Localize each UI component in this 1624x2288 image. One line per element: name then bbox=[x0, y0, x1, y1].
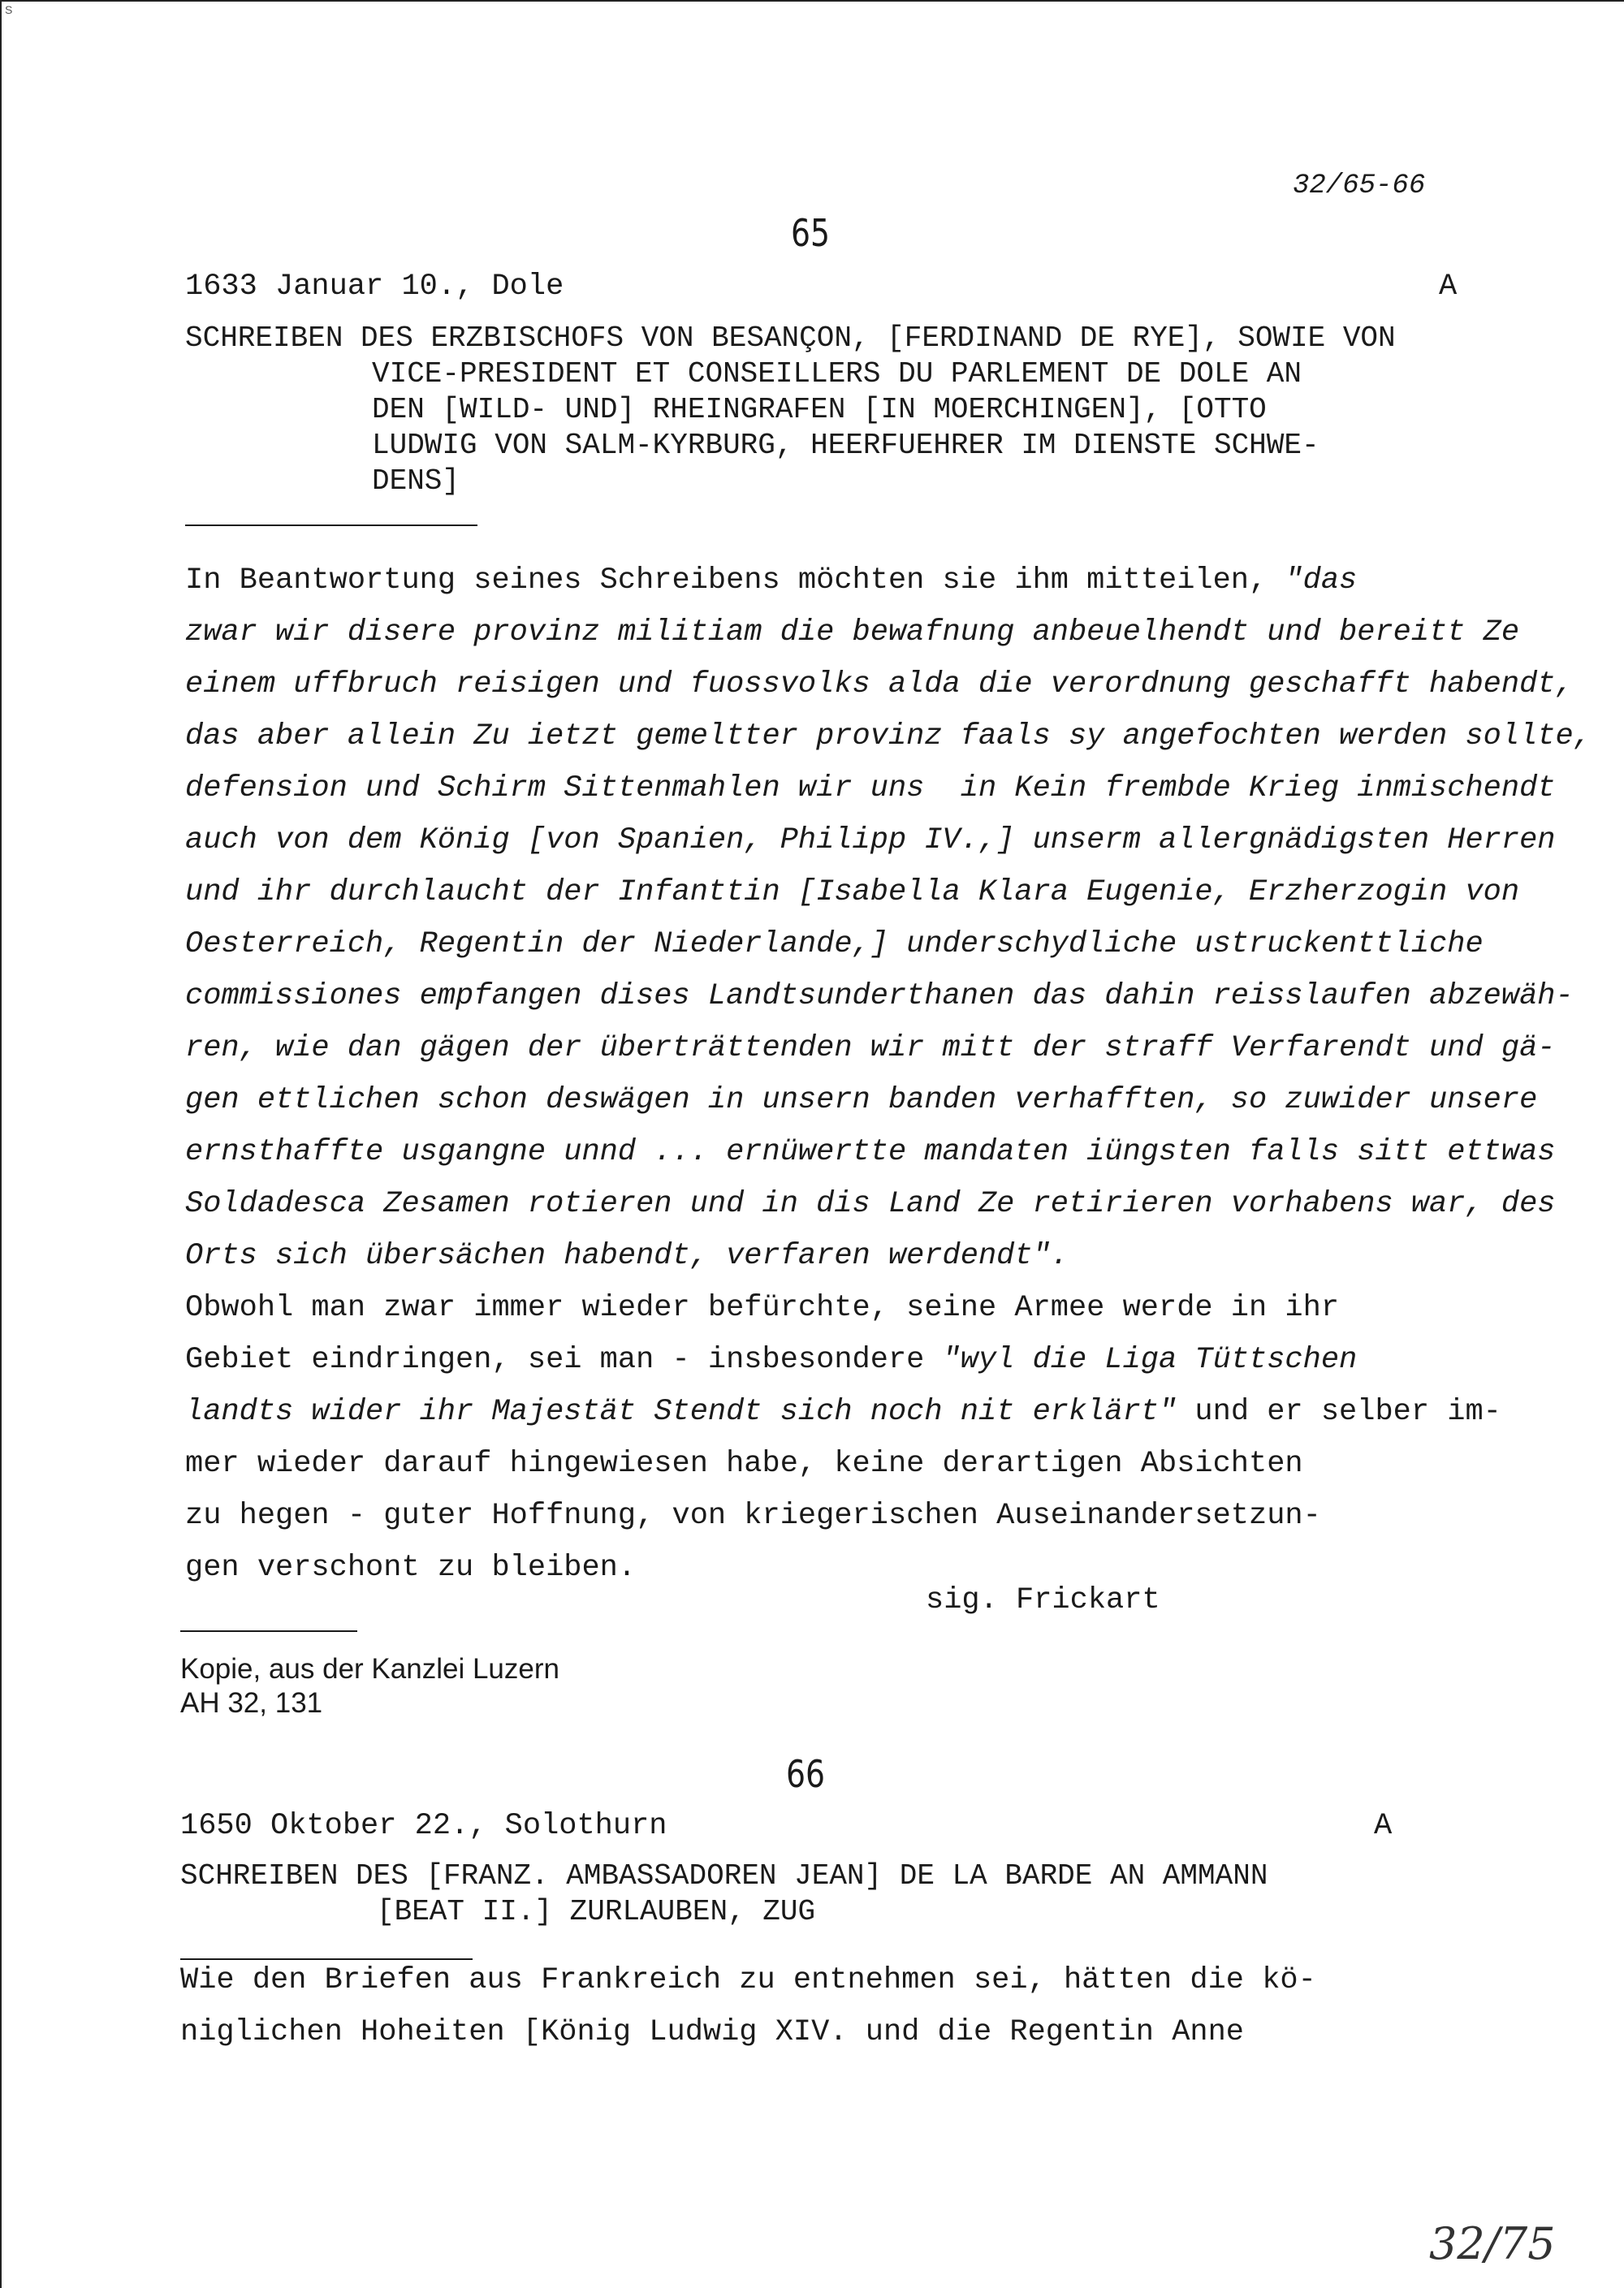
doc66-date-line: 1650 Oktober 22., Solothurn bbox=[180, 1809, 667, 1843]
body-text: In Beantwortung seines Schreibens möchten sie ihm mitteilen, bbox=[185, 563, 1285, 598]
doc66-type-mark: A bbox=[1374, 1809, 1393, 1843]
doc65-heading-line: SCHREIBEN DES ERZBISCHOFS VON BESANÇON, [FERDINAND DE RYE], SOWIE VON bbox=[185, 322, 1396, 355]
quote-text: "wyl die Liga Tüttschen bbox=[942, 1343, 1358, 1377]
doc65-heading-line: DENS] bbox=[372, 464, 460, 498]
quote-line: Oesterreich, Regentin der Niederlande,] underschydliche ustruckenttliche bbox=[185, 927, 1484, 961]
page-reference: 32/65-66 bbox=[1293, 171, 1426, 201]
body-text: Gebiet eindringen, sei man - insbesondere bbox=[185, 1343, 943, 1377]
corner-mark: S bbox=[5, 3, 13, 16]
quote-line: und ihr durchlaucht der Infanttin [Isabella Klara Eugenie, Erzherzogin von bbox=[185, 875, 1520, 909]
body-line bbox=[185, 1343, 1357, 1377]
quote-line: gen ettlichen schon deswägen in unsern banden verhafften, so zuwider unsere bbox=[185, 1083, 1538, 1117]
body-line: Obwohl man zwar immer wieder befürchte, seine Armee werde in ihr bbox=[185, 1291, 1340, 1325]
body-line bbox=[185, 563, 1357, 598]
document-number-65: 65 bbox=[791, 211, 831, 255]
doc66-heading-line: [BEAT II.] ZURLAUBEN, ZUG bbox=[377, 1895, 816, 1928]
quote-line: zwar wir disere provinz militiam die bewafnung anbeuelhendt und bereitt Ze bbox=[185, 615, 1520, 650]
body-line: mer wieder darauf hingewiesen habe, keine derartigen Absichten bbox=[185, 1447, 1303, 1481]
quote-line: auch von dem König [von Spanien, Philipp IV.,] unserm allergnädigsten Herren bbox=[185, 823, 1556, 857]
doc65-heading-line: VICE-PRESIDENT ET CONSEILLERS DU PARLEMENT DE DOLE AN bbox=[372, 357, 1302, 391]
signature: sig. Frickart bbox=[926, 1583, 1160, 1617]
quote-line: Orts sich übersächen habendt, verfaren werdendt". bbox=[185, 1239, 1069, 1273]
quote-line: das aber allein Zu ietzt gemeltter provinz faals sy angefochten werden sollte, bbox=[185, 719, 1592, 753]
source-line: AH 32, 131 bbox=[180, 1687, 323, 1719]
quote-line: ernsthaffte usgangne unnd ... ernüwertte mandaten iüngsten falls sitt ettwas bbox=[185, 1135, 1556, 1169]
document-number-66: 66 bbox=[786, 1752, 826, 1796]
quote-text: "das bbox=[1285, 563, 1358, 598]
body-line bbox=[185, 1395, 1501, 1429]
source-line: Kopie, aus der Kanzlei Luzern bbox=[180, 1653, 559, 1685]
source-divider bbox=[180, 1630, 357, 1632]
doc65-type-mark: A bbox=[1439, 270, 1458, 304]
heading-divider bbox=[185, 525, 477, 526]
quote-line: commissiones empfangen dises Landtsunderthanen das dahin reisslaufen abzewäh- bbox=[185, 979, 1574, 1013]
doc65-heading-line: LUDWIG VON SALM-KYRBURG, HEERFUEHRER IM DIENSTE SCHWE- bbox=[372, 429, 1320, 462]
quote-line: einem uffbruch reisigen und fuossvolks alda die verordnung geschafft habendt, bbox=[185, 667, 1574, 702]
doc66-heading-line: SCHREIBEN DES [FRANZ. AMBASSADOREN JEAN] DE LA BARDE AN AMMANN bbox=[180, 1859, 1268, 1893]
doc65-date-line: 1633 Januar 10., Dole bbox=[185, 270, 564, 304]
body-line: niglichen Hoheiten [König Ludwig XIV. und die Regentin Anne bbox=[180, 2015, 1245, 2049]
body-line: zu hegen - guter Hoffnung, von kriegerischen Auseinandersetzun- bbox=[185, 1499, 1321, 1533]
quote-line: ren, wie dan gägen der überträttenden wir mitt der straff Verfarendt und gä- bbox=[185, 1031, 1556, 1065]
body-line: gen verschont zu bleiben. bbox=[185, 1551, 637, 1585]
heading-divider bbox=[180, 1958, 473, 1960]
body-text: und er selber im- bbox=[1177, 1395, 1501, 1429]
quote-text: landts wider ihr Majestät Stendt sich noch nit erklärt" bbox=[185, 1395, 1177, 1429]
quote-line: Soldadesca Zesamen rotieren und in dis Land Ze retirieren vorhabens war, des bbox=[185, 1187, 1556, 1221]
body-line: Wie den Briefen aus Frankreich zu entnehmen sei, hätten die kö- bbox=[180, 1963, 1316, 1997]
quote-line: defension und Schirm Sittenmahlen wir uns in Kein frembde Krieg inmischendt bbox=[185, 771, 1556, 805]
handwritten-folio-mark: 32/75 bbox=[1429, 2218, 1556, 2269]
doc65-heading-line: DEN [WILD- UND] RHEINGRAFEN [IN MOERCHINGEN], [OTTO bbox=[372, 393, 1267, 426]
